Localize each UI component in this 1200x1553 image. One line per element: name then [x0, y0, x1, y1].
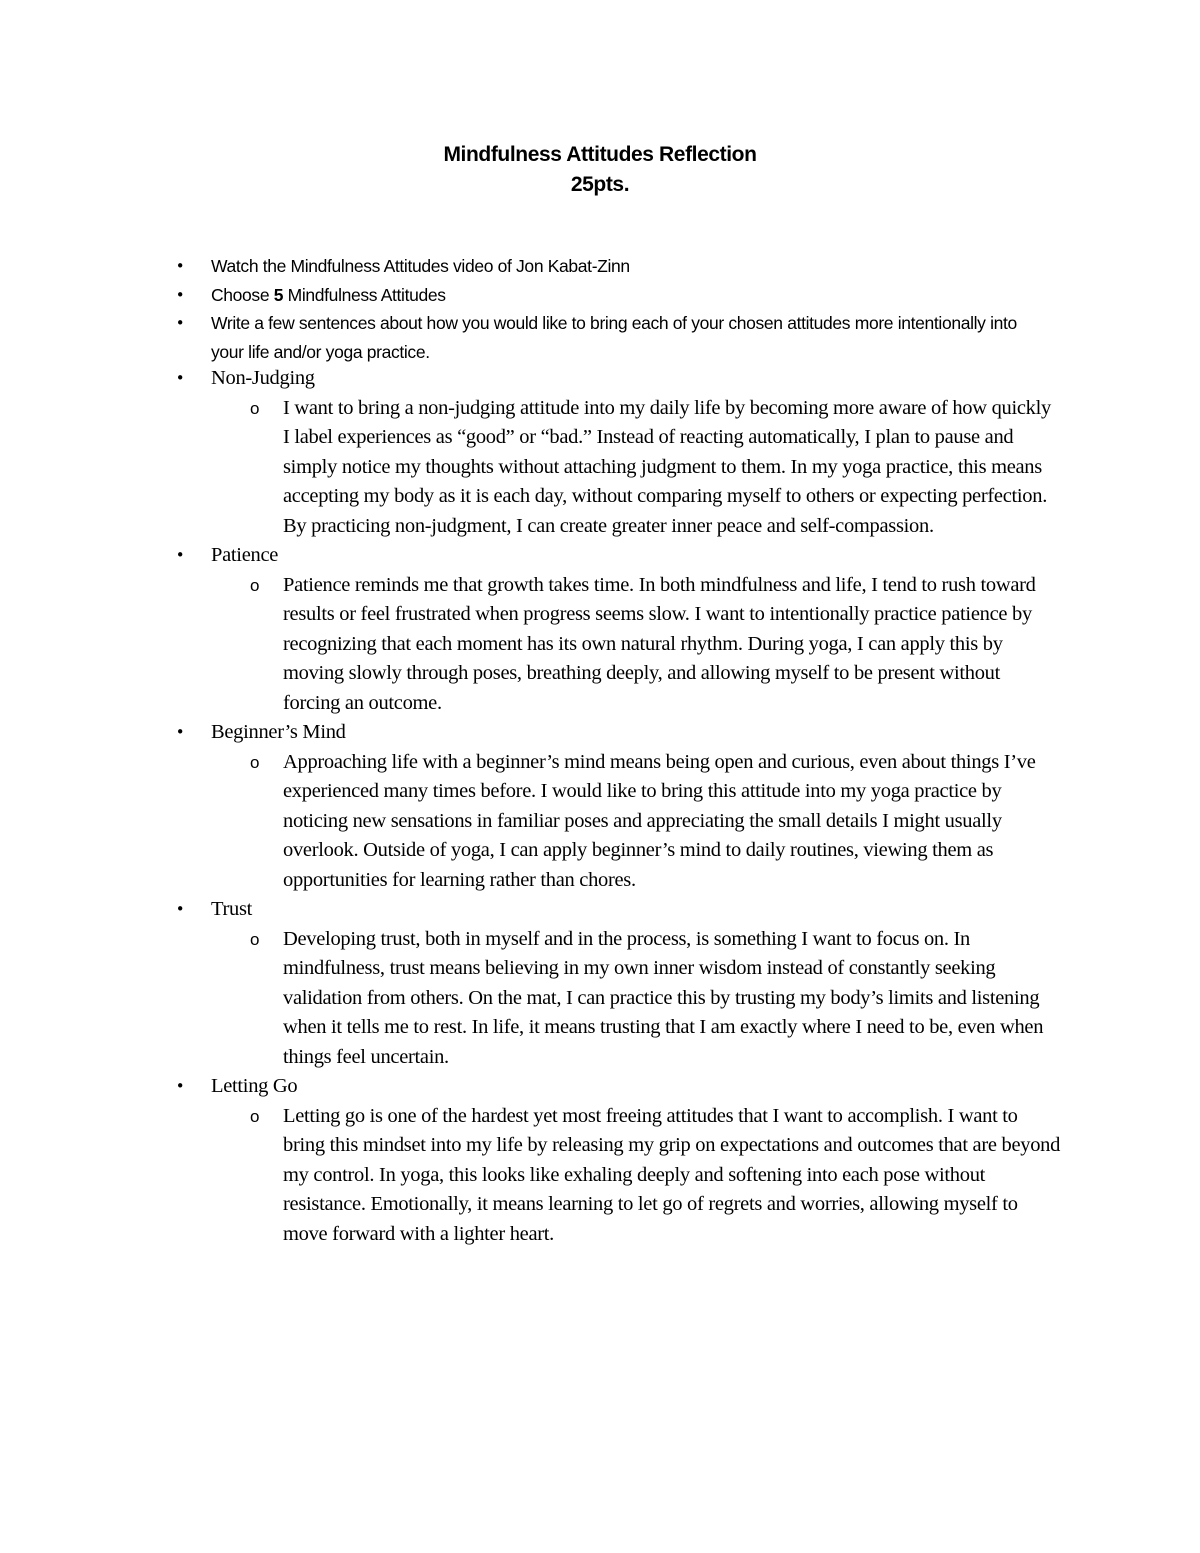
reflection-item [250, 394, 1061, 542]
sub-bullet-icon: o [250, 398, 260, 418]
reflection-item [250, 1102, 1061, 1250]
reflection-text: Developing trust, both in myself and in the process, is something I want to focus on. In mindfulness, trust means believing in my own inner wisdom instead of constantly seeking validation from others. On the mat, I can practice this by trusting my body’s limits and listening when it tells me to rest. In life, it means trusting that I am exactly where I need to be, even when things feel uncertain. [283, 927, 1044, 1068]
reflection-item [250, 925, 1061, 1073]
page-title: Mindfulness Attitudes Reflection [443, 143, 757, 166]
reflection-item [250, 748, 1061, 896]
attitude-sublist [211, 571, 1061, 719]
instruction-item [175, 252, 1041, 281]
bullet-icon: • [175, 314, 185, 332]
attitude-item [175, 895, 1061, 1072]
attitude-sublist [211, 925, 1061, 1073]
attitude-name: Letting Go [211, 1075, 298, 1097]
attitude-name: Non-Judging [211, 367, 315, 389]
attitude-item [175, 1072, 1061, 1249]
reflection-text: Approaching life with a beginner’s mind means being open and curious, even about things I’ve experienced many times before. I would like to bring this attitude into my yoga practice by noticing new sensations in familiar poses and appreciating the small details I might usually overlook. Outside of yoga, I can apply beginner’s mind to daily routines, viewing them as opportunities for learning rather than chores. [283, 750, 1036, 891]
reflection-text: Letting go is one of the hardest yet most freeing attitudes that I want to accomplish. I want to bring this mindset into my life by releasing my grip on expectations and outcomes that are beyond my control. In yoga, this looks like exhaling deeply and softening into each pose without resistance. Emotionally, it means learning to let go of regrets and worries, allowing myself to move forward with a lighter heart. [283, 1104, 1061, 1245]
reflection-text: Patience reminds me that growth takes time. In both mindfulness and life, I tend to rush toward results or feel frustrated when progress seems slow. I want to intentionally practice patience by recognizing that each moment has its own natural rhythm. During yoga, I can apply this by moving slowly through poses, breathing deeply, and allowing myself to be present without forcing an outcome. [283, 573, 1036, 714]
attitude-item [175, 718, 1061, 895]
bullet-icon: • [175, 369, 185, 387]
bullet-icon: • [175, 257, 185, 275]
bullet-icon: • [175, 285, 185, 304]
instruction-text-suffix: Mindfulness Attitudes [283, 284, 446, 305]
bullet-icon: • [175, 723, 185, 741]
attitude-sublist [211, 748, 1061, 896]
attitude-name: Trust [211, 898, 253, 920]
sub-bullet-icon: o [250, 752, 260, 772]
attitude-sublist [211, 1102, 1061, 1250]
reflection-item [250, 571, 1061, 719]
attitude-item [175, 364, 1061, 541]
attitude-item [175, 541, 1061, 718]
instruction-item [175, 309, 1041, 366]
bullet-icon: • [175, 1077, 185, 1095]
instruction-text: Watch the Mindfulness Attitudes video of Jon Kabat-Zinn [211, 256, 630, 276]
sub-bullet-icon: o [250, 575, 260, 595]
bullet-icon: • [175, 900, 185, 918]
points-value: 25pts. [570, 173, 630, 196]
sub-bullet-icon: o [250, 929, 260, 949]
attitude-sublist [211, 394, 1061, 542]
instruction-text-prefix: Choose [211, 284, 274, 305]
instruction-item [175, 281, 1041, 310]
attitude-name: Beginner’s Mind [211, 721, 346, 743]
attitudes-list [175, 364, 1061, 1249]
sub-bullet-icon: o [250, 1106, 260, 1126]
bullet-icon: • [175, 546, 185, 564]
instruction-text: Write a few sentences about how you would like to bring each of your chosen attitudes more intentionally into your life and/or yoga practice. [211, 313, 1017, 362]
attitude-name: Patience [211, 544, 279, 566]
reflection-text: I want to bring a non-judging attitude into my daily life by becoming more aware of how quickly I label experiences as “good” or “bad.” Instead of reacting automatically, I plan to pause and simply notice my thoughts without attaching judgment to them. In my yoga practice, this means accepting my body as it is each day, without comparing myself to others or expecting perfection. By practicing non-judgment, I can create greater inner peace and self-compassion. [283, 396, 1051, 537]
instruction-number: 5 [273, 284, 284, 305]
instructions-list [175, 252, 1041, 366]
title-block [0, 140, 1200, 200]
